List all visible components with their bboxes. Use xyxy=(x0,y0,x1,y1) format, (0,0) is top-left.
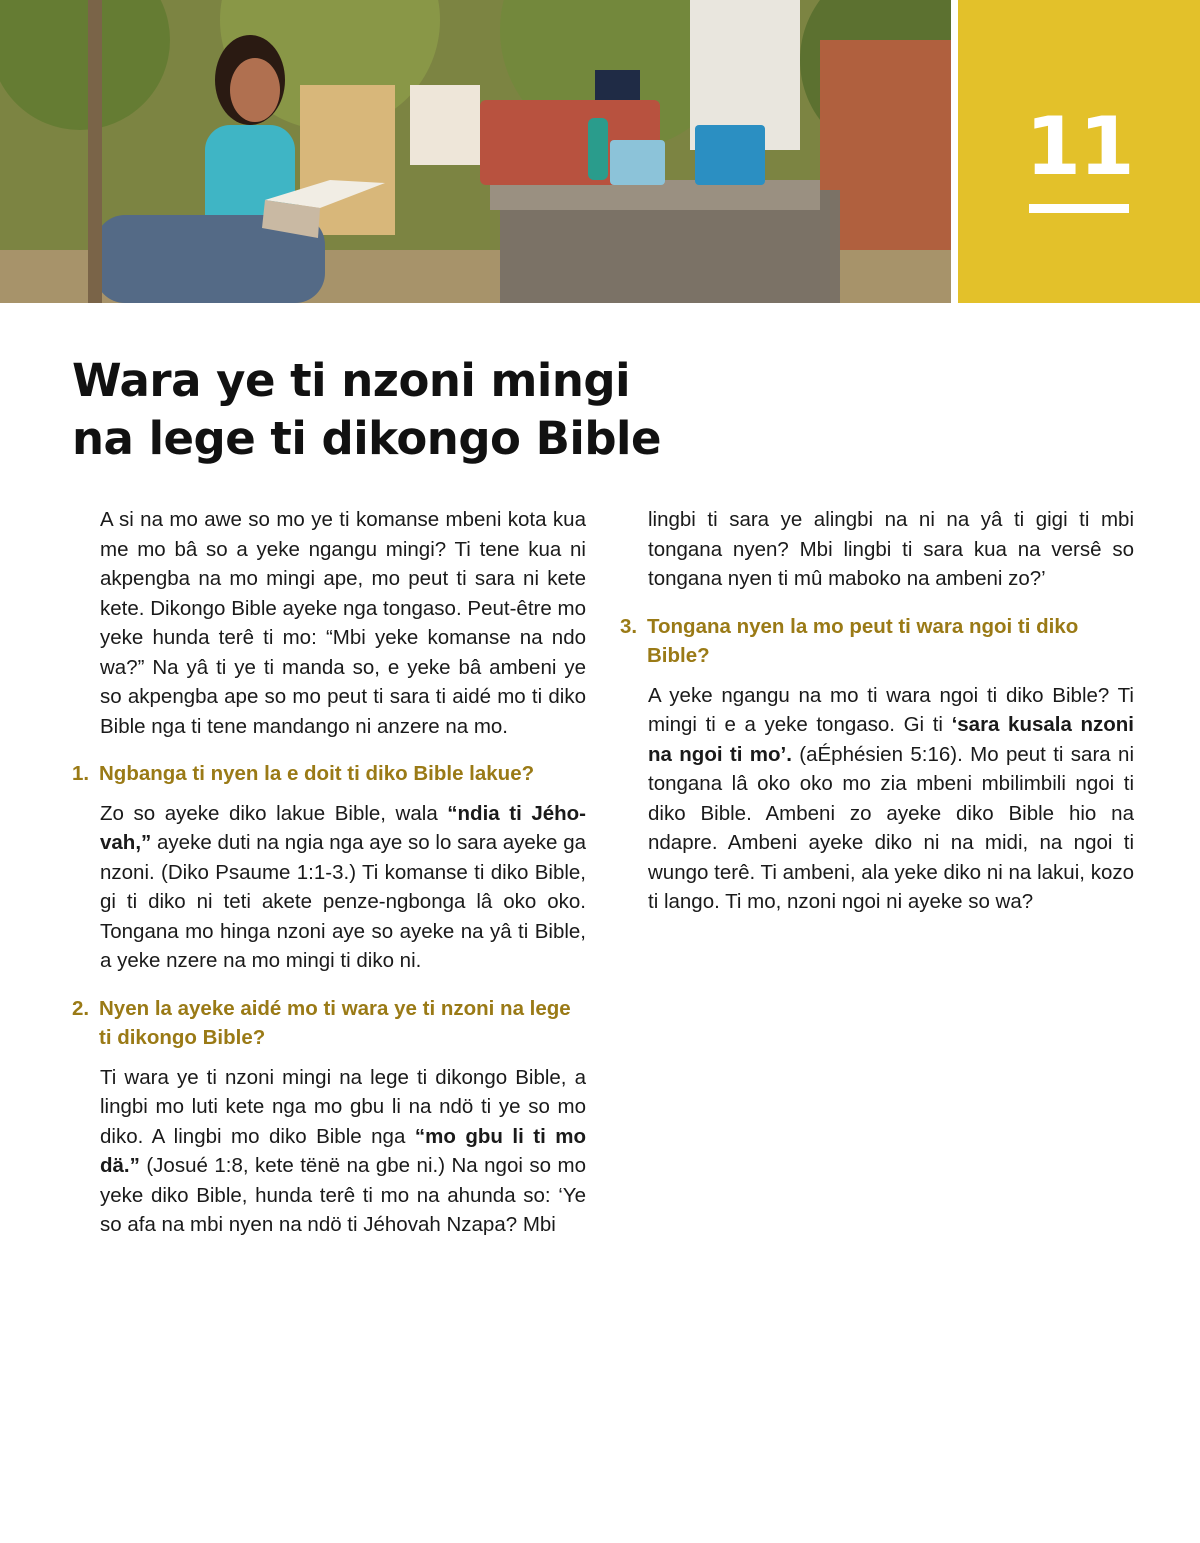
answer-2 xyxy=(100,1063,586,1240)
header-photo xyxy=(0,0,951,303)
title-line-1: Wara ye ti nzoni mingi xyxy=(72,354,631,407)
answer-3-text-c: (aÉphésien 5:16). Mo peut ti sara ni tongana lâ oko oko mo zia mbeni mbilimbili ngoi ti diko Bible. Ambeni zo ayeke diko Bible hio na ndapre. Ambeni ayeke diko ni na midi, na ngoi ti wungo terê. Ti ambeni, ala yeke diko ni na lakui, kozo ti lango. Ti mo, nzoni ngoi ni ayeke so wa? xyxy=(648,742,1134,913)
question-3-number: 3. xyxy=(620,614,638,638)
answer-2-text-a: Ti wara ye ti nzoni mingi na lege ti dikongo Bible, a lingbi mo luti kete nga mo gbu li na ndö ti ye so mo diko. A lingbi mo diko Bible nga xyxy=(100,1065,586,1148)
intro-paragraph: A si na mo awe so mo ye ti komanse mbeni kota kua me mo bâ so a yeke ngangu mingi? Ti tene kua ni akpengba na mo mingi ape, mo peut ti sara ni kete kete. Dikongo Bible ayeke nga tongaso. Peut-être mo yeke hunda terê ti mo: “Mbi yeke komanse na ndo wa?” Na yâ ti ye ti manda so, e yeke bâ ambeni ye so akpengba ape so mo peut ti sara ti aidé mo ti diko Bible nga ti tene mandango ni anzere na mo. xyxy=(100,508,586,738)
answer-3-text-a: A yeke ngangu na mo ti wara ngoi ti diko Bible? Ti mingi ti e a yeke tongaso. Gi ti xyxy=(648,683,1134,736)
question-2-text: Nyen la ayeke aidé mo ti wara ye ti nzoni na lege ti dikongo Bible? xyxy=(99,996,571,1049)
answer-3-emphasis: ‘sara kusala nzoni na ngoi ti mo’. xyxy=(648,713,1134,766)
answer-1-text-c: ayeke duti na ngia nga aye so lo sara ayeke ga nzoni. (Diko Psaume 1:1-3.) Ti komanse ti diko Bible, gi ti diko ni teti akete penze-ngbonga lâ oko oko. Tongana mo hinga nzoni aye so ayeke na yâ ti Bible, a yeke nzere na mo mingi ti diko ni. xyxy=(100,831,586,972)
right-column xyxy=(620,505,1134,935)
answer-1-emphasis: “ndia ti Jéhovah,” xyxy=(100,801,586,854)
answer-2-continued: lingbi ti sara ye alingbi na ni na yâ ti gigi ti mbi tongana nyen? Mbi lingbi ti sara kua na versê so tongana nyen ti mû maboko na ambeni zo?’ xyxy=(648,508,1134,590)
chapter-badge xyxy=(958,0,1200,303)
question-1-text: Ngbanga ti nyen la e doit ti diko Bible lakue? xyxy=(99,762,535,785)
chapter-underline xyxy=(1029,204,1129,213)
page-title xyxy=(72,352,832,468)
answer-2-emphasis: “mo gbu li ti mo dä.” xyxy=(100,1124,587,1177)
answer-1 xyxy=(100,799,586,976)
answer-2-text-c: (Josué 1:8, kete tënë na gbe ni.) Na ngoi so mo yeke diko Bible, hunda terê ti mo na ahunda so: ‘Ye so afa na mbi nyen na ndö ti Jéhovah Nzapa? Mbi xyxy=(100,1154,586,1236)
question-2 xyxy=(72,994,586,1053)
answer-3 xyxy=(648,681,1134,917)
title-line-2: na lege ti dikongo Bible xyxy=(72,412,661,465)
question-3-text: Tongana nyen la mo peut ti wara ngoi ti diko Bible? xyxy=(647,614,1079,667)
question-2-number: 2. xyxy=(72,996,90,1020)
question-1-number: 1. xyxy=(72,762,90,785)
answer-1-text-a: Zo so ayeke diko lakue Bible, wala xyxy=(100,801,448,825)
question-3 xyxy=(620,612,1134,671)
left-column xyxy=(72,505,586,1258)
photo-illustration xyxy=(0,0,951,303)
question-1 xyxy=(72,759,586,789)
chapter-number: 11 xyxy=(1025,100,1133,193)
